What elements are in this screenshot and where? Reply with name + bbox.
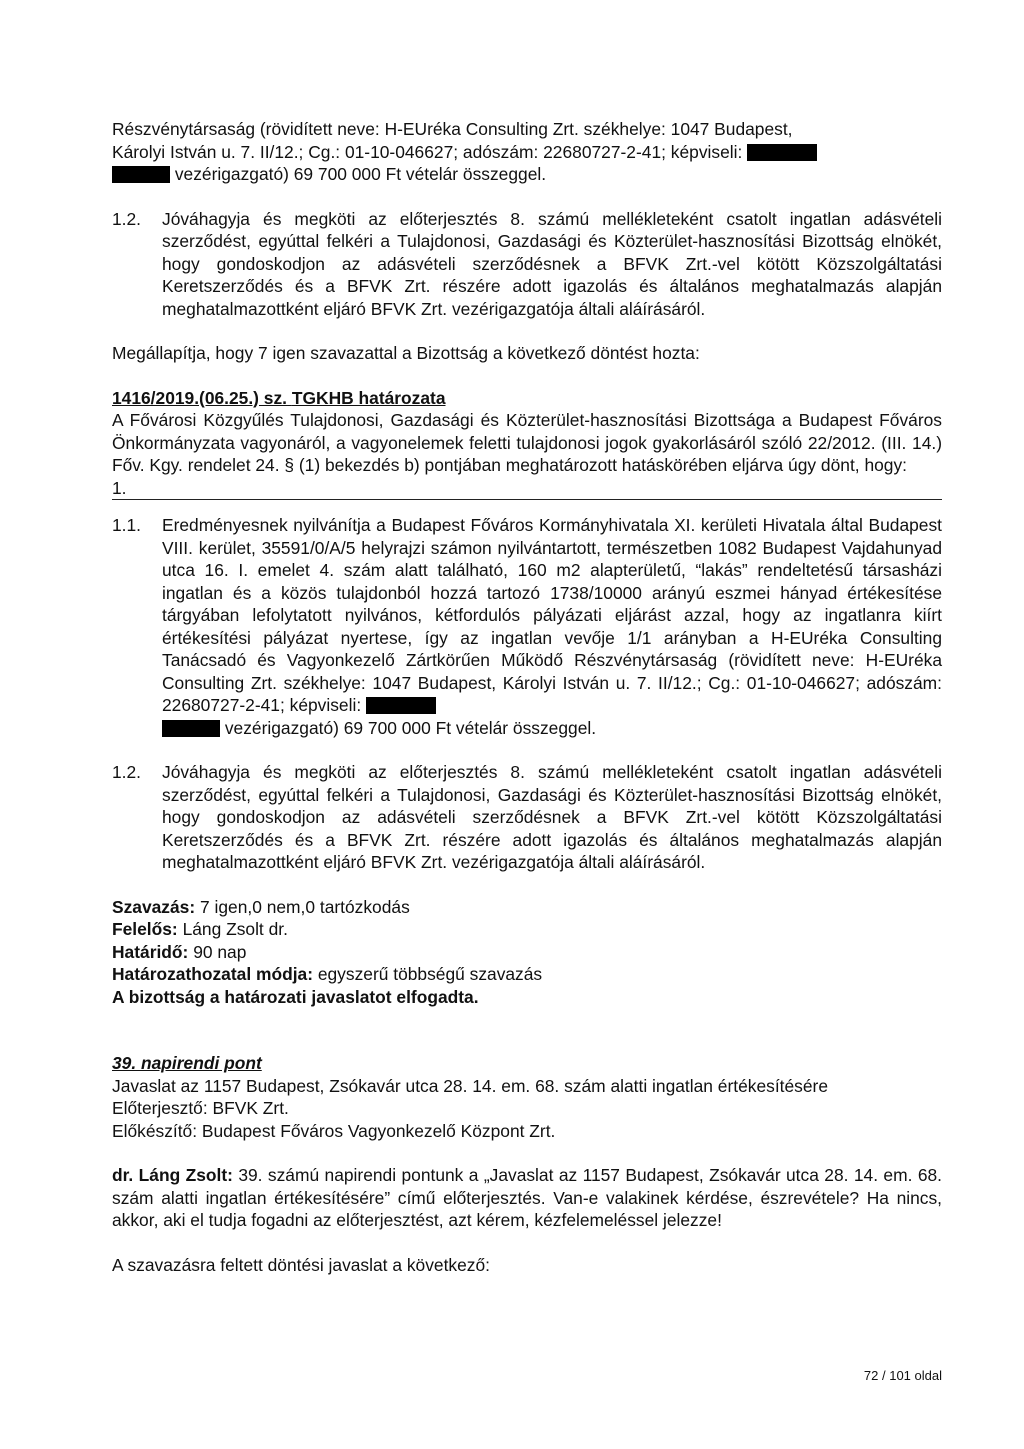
method-line [112, 963, 942, 986]
vote-block [112, 896, 942, 1009]
continuation-line-1: Részvénytársaság (rövidített neve: H-EUréka Consulting Zrt. székhelye: 1047 Budapest, [112, 119, 793, 139]
proposal-intro: A szavazásra feltett döntési javaslat a következő: [112, 1254, 490, 1275]
deadline-line [112, 941, 942, 964]
vote-line [112, 896, 942, 919]
speech-paragraph [112, 1164, 942, 1232]
continuation-line-2: Károlyi István u. 7. II/12.; Cg.: 01-10-046627; adószám: 22680727-2-41; képviseli: [112, 141, 743, 162]
agenda-preparer: Előkészítő: Budapest Főváros Vagyonkezelő Központ Zrt. [112, 1120, 556, 1141]
section-number: 1. [112, 477, 942, 501]
continuation-line-3: vezérigazgató) 69 700 000 Ft vételár összeggel. [174, 164, 547, 184]
agenda-presenter: Előterjesztő: BFVK Zrt. [112, 1098, 289, 1118]
resolution-intro: A Fővárosi Közgyűlés Tulajdonosi, Gazdasági és Közterület-hasznosítási Bizottsága a Budapest Főváros Önkormányzata vagyonáról, a vagyonelemek feletti tulajdonosi jogok gyakorlásáról szóló 22/2012. (III. 14.) Főv. Kgy. rendelet 24. § (1) bekezdés b) pontjában meghatározott hatáskörében eljárva úgy dönt, hogy: [112, 410, 942, 475]
resolution-number: 1416/2019.(06.25.) sz. [112, 387, 288, 408]
responsible-label: Felelős: [112, 919, 178, 939]
finding-text: Megállapítja, hogy 7 igen szavazattal a Bizottság a következő döntést hozta: [112, 343, 700, 363]
agenda-subject: Javaslat az 1157 Budapest, Zsókavár utca 28. 14. em. 68. szám alatti ingatlan értékesítésére [112, 1075, 828, 1096]
item-text-tail: vezérigazgató) 69 700 000 Ft vételár összeggel. [224, 717, 597, 738]
item-text: Jóváhagyja és megköti az előterjesztés 8. számú mellékleteként csatolt ingatlan adásvételi szerződést, egyúttal felkéri a Tulajdonosi, Gazdasági és Közterület-hasznosítási Bizottság elnökét, hogy gondoskodjon az adásvételi szerződésnek a BFVK Zrt.-vel kötött Közszolgáltatási Keretszerződés és a BFVK Zrt. részére adott igazolás és általános meghatalmazás alapján meghatalmazottként eljáró BFVK Zrt. vezérigazgatója általi aláírásáról. [162, 208, 942, 319]
document-page [112, 118, 942, 1276]
method-label: Határozathozatal módja: [112, 964, 313, 984]
responsible-line [112, 918, 942, 941]
resolution-heading [112, 387, 942, 410]
resolution-title: TGKHB határozata [291, 387, 446, 408]
item-number: 1.1. [112, 515, 142, 535]
method-value: egyszerű többségű szavazás [317, 964, 543, 984]
item-1-2-top [112, 208, 942, 321]
redaction-box [366, 697, 436, 714]
continuation-text [112, 118, 942, 186]
item-text: Jóváhagyja és megköti az előterjesztés 8. számú mellékleteként csatolt ingatlan adásvételi szerződést, egyúttal felkéri a Tulajdonosi, Gazdasági és Közterület-hasznosítási Bizottság elnökét, hogy gondoskodjon az adásvételi szerződésnek a BFVK Zrt.-vel kötött Közszolgáltatási Keretszerződés és a BFVK Zrt. részére adott igazolás és általános meghatalmazás alapján meghatalmazottként eljáró BFVK Zrt. vezérigazgatója általi aláírásáról. [162, 762, 942, 872]
redaction-box [747, 144, 817, 161]
speech-text: 39. számú napirendi pontunk a „Javaslat az 1157 Budapest, Zsókavár utca 28. 14. em. 68. szám alatti ingatlan értékesítésére” című előterjesztés. Van-e valakinek kérdése, észrevétele? Ha nincs, akkor, aki el tudja fogadni az előterjesztést, azt kérem, kézfelemeléssel jelezze! [112, 1165, 942, 1230]
deadline-label: Határidő: [112, 941, 189, 962]
speaker-name: dr. Láng Zsolt: [112, 1165, 233, 1185]
item-1-1 [112, 514, 942, 739]
accepted-line: A bizottság a határozati javaslatot elfogadta. [112, 986, 479, 1007]
item-1-2 [112, 761, 942, 874]
responsible-value: Láng Zsolt dr. [182, 919, 288, 939]
item-text: Eredményesnek nyilvánítja a Budapest Főváros Kormányhivatala XI. kerületi Hivatala által Budapest VIII. kerület, 35591/0/A/5 helyrajzi számon nyilvántartott, természetben 1082 Budapest Vajdahunyad utca 16. I. emelet 4. szám alatt található, 160 m2 alapterületű, “lakás” rendeltetésű társasházi ingatlan és a közös tulajdonból hozzá tartozó 1738/10000 arányú eszmei hányad értékesítése tárgyában lefolytatott nyilvános, kétfordulós pályázati eljárást azzal, hogy az ingatlanra kiírt értékesítési pályázat nyertese, így az ingatlan vevője 1/1 arányban a H-EUréka Consulting Tanácsadó és Vagyonkezelő Zártkörűen Működő Részvénytársaság (rövidített neve: H-EUréka Consulting Zrt. székhelye: 1047 Budapest, Károlyi István u. 7. II/12.; Cg.: 01-10-046627; adószám: 22680727-2-41; képviseli: [162, 515, 942, 715]
item-number: 1.2. [112, 762, 142, 782]
page-number: 72 / 101 oldal [863, 1368, 942, 1383]
redaction-box [112, 166, 170, 183]
vote-label: Szavazás: [112, 896, 196, 917]
item-number: 1.2. [112, 208, 142, 229]
deadline-value: 90 nap [193, 941, 247, 962]
redaction-box [162, 720, 220, 737]
vote-value: 7 igen,0 nem,0 tartózkodás [199, 896, 410, 917]
agenda-heading: 39. napirendi pont [112, 1053, 262, 1073]
